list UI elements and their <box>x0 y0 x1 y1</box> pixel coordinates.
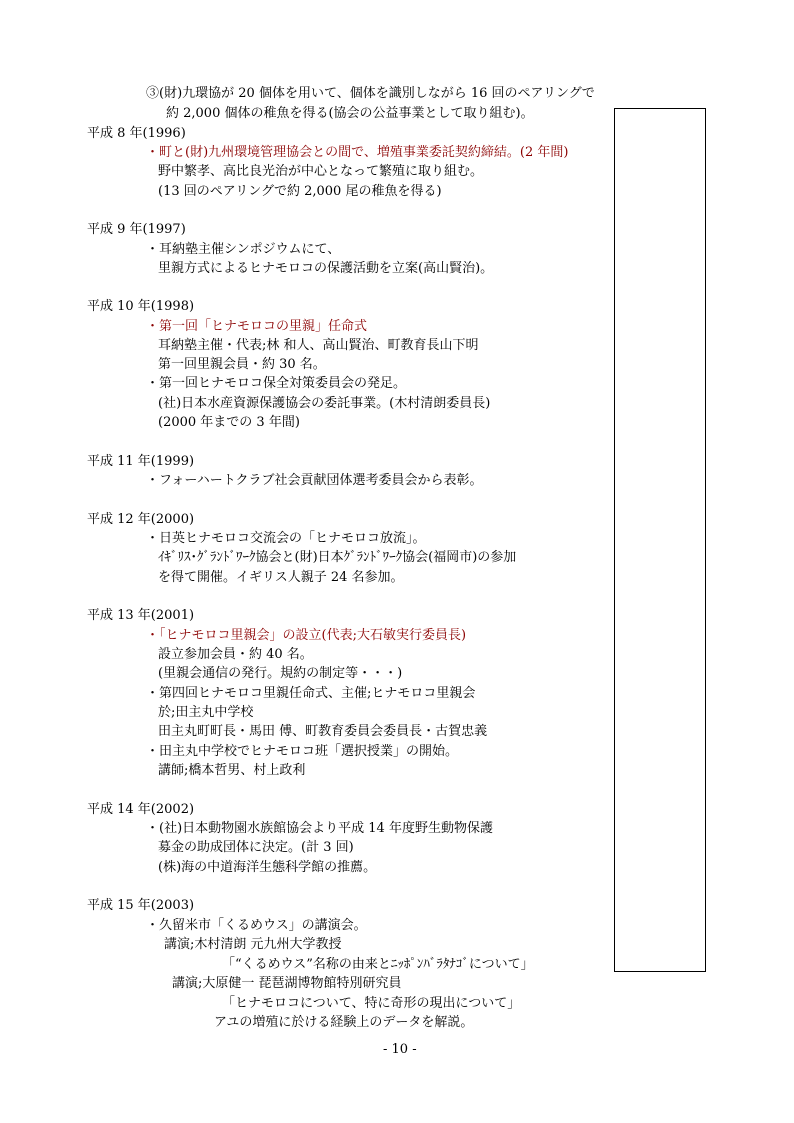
text-line: 第一回里親会員・約 30 名。 <box>158 357 326 372</box>
page-number: - 10 - <box>383 1042 417 1057</box>
side-box <box>614 108 706 972</box>
text-line: 講演;木村清朗 元九州大学教授 <box>164 937 342 952</box>
text-line: (里親会通信の発行。規約の制定等・・・) <box>158 666 403 681</box>
year-heading: 平成 15 年(2003) <box>87 898 195 913</box>
text-line: 於;田主丸中学校 <box>158 705 254 720</box>
text-line: 田主丸町町長・馬田 傅、町教育委員会委員長・古賀忠義 <box>158 724 488 739</box>
year-heading: 平成 11 年(1999) <box>87 454 195 469</box>
text-line: ・田主丸中学校でヒナモロコ班「選択授業」の開始。 <box>146 744 459 759</box>
year-heading: 平成 8 年(1996) <box>87 126 186 141</box>
text-line: (株)海の中道海洋生態科学館の推薦。 <box>158 860 377 875</box>
text-line: 講師;橋本哲男、村上政利 <box>158 763 306 778</box>
text-line: ・フォーハートクラブ社会貢献団体選考委員会から表彰。 <box>146 473 483 488</box>
text-line: (社)日本水産資源保護協会の委託事業。(木村清朗委員長) <box>158 396 491 411</box>
highlighted-entry: ・町と(財)九州環境管理協会との間で、増殖事業委託契約締結。(2 年間) <box>146 145 569 160</box>
text-line: 耳納塾主催・代表;林 和人、高山賢治、町教育長山下明 <box>158 338 479 353</box>
text-line: を得て開催。イギリス人親子 24 名参加。 <box>158 570 404 585</box>
year-heading: 平成 9 年(1997) <box>87 222 186 237</box>
text-line: アユの増殖に於ける経験上のデータを解説。 <box>214 1015 474 1030</box>
text-line: 募金の助成団体に決定。(計 3 回) <box>158 840 354 855</box>
text-line: ③(財)九環協が 20 個体を用いて、個体を識別しながら 16 回のペアリングで <box>146 86 595 101</box>
year-heading: 平成 10 年(1998) <box>87 299 195 314</box>
text-line: 里親方式によるヒナモロコの保護活動を立案(高山賢治)。 <box>158 261 494 276</box>
highlighted-entry: ・第一回「ヒナモロコの里親」任命式 <box>146 319 368 334</box>
year-heading: 平成 14 年(2002) <box>87 802 195 817</box>
text-line: ・日英ヒナモロコ交流会の「ヒナモロコ放流」。 <box>146 531 426 546</box>
text-line: ・第四回ヒナモロコ里親任命式、主催;ヒナモロコ里親会 <box>146 686 476 701</box>
text-line: ・第一回ヒナモロコ保全対策委員会の発足。 <box>146 376 407 391</box>
text-line: ・耳納塾主催シンポジウムにて、 <box>146 242 341 257</box>
text-line: 約 2,000 個体の稚魚を得る(協会の公益事業として取り組む)。 <box>166 106 534 121</box>
text-line: (13 回のペアリングで約 2,000 尾の稚魚を得る) <box>158 184 442 199</box>
text-line: ・久留米市「くるめウス」の講演会。 <box>146 918 367 933</box>
highlighted-entry: ・「ヒナモロコ里親会」の設立(代表;大石敏実行委員長) <box>146 628 467 643</box>
text-line: ・(社)日本動物園水族館協会より平成 14 年度野生動物保護 <box>146 821 493 836</box>
text-line: 「“くるめウス”名称の由来とﾆｯﾎﾟﾝﾊﾞﾗﾀﾅｺﾞについて」 <box>222 957 534 972</box>
year-heading: 平成 12 年(2000) <box>87 512 195 527</box>
text-line: 講演;大原健一 琵琶湖博物館特別研究員 <box>172 976 402 991</box>
text-line: ｲｷﾞﾘｽ･ｸﾞﾗﾝﾄﾞﾜｰｸ協会と(財)日本ｸﾞﾗﾝﾄﾞﾜｰｸ協会(福岡市)の参加 <box>158 550 517 565</box>
text-line: 設立参加会員・約 40 名。 <box>158 647 313 662</box>
text-line: (2000 年までの 3 年間) <box>158 415 300 430</box>
year-heading: 平成 13 年(2001) <box>87 608 195 623</box>
text-line: 野中繁孝、高比良光治が中心となって繁殖に取り組む。 <box>158 164 484 179</box>
text-line: 「ヒナモロコについて、特に奇形の現出について」 <box>222 996 521 1011</box>
